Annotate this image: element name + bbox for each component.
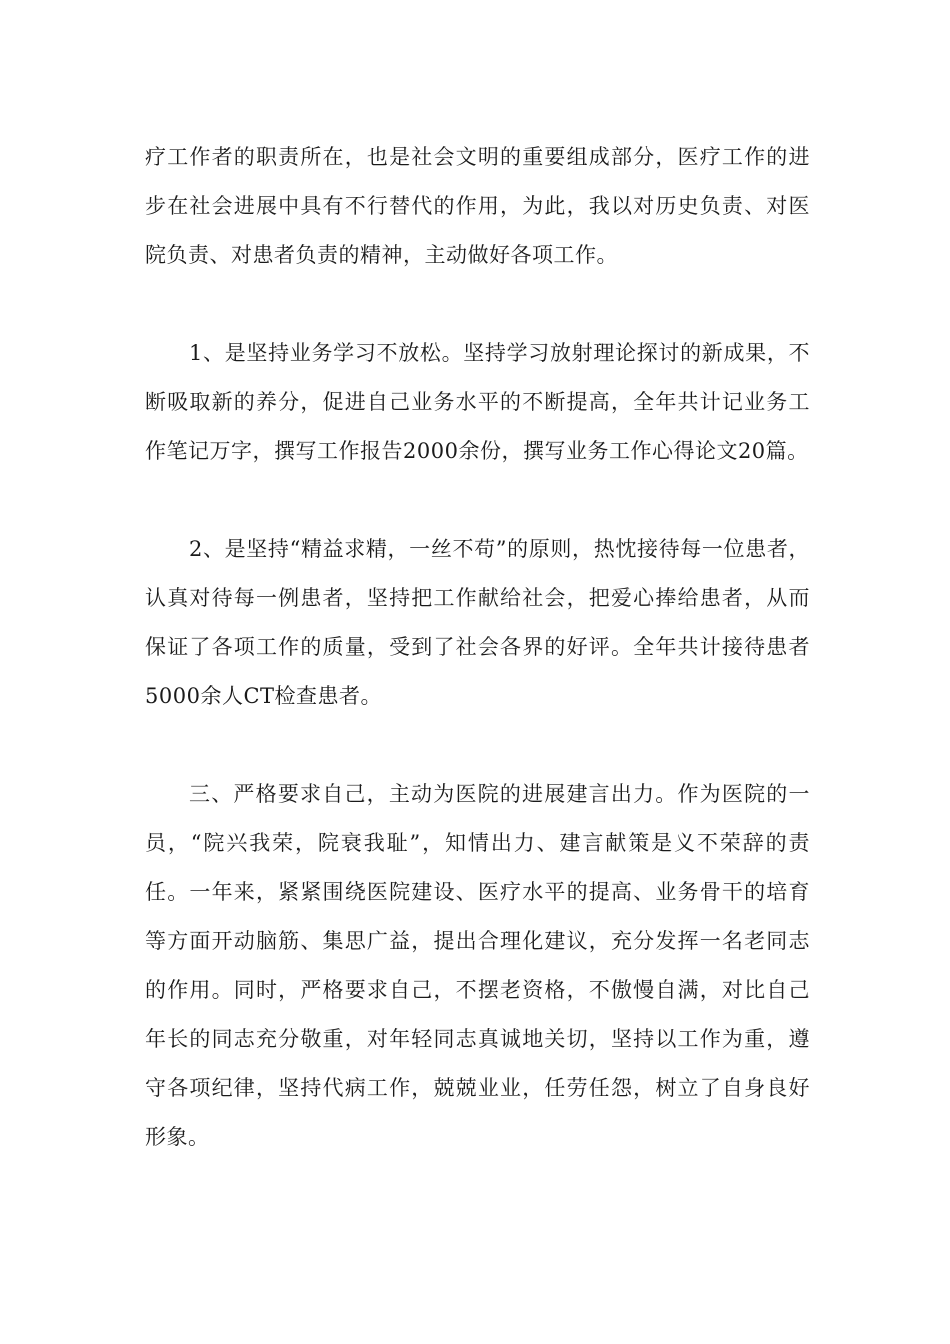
paragraph-item-2: 2、是坚持“精益求精，一丝不苟”的原则，热忱接待每一位患者，认真对待每一例患者，坚持把工作献给社会，把爱心捧给患者，从而保证了各项工作的质量，受到了社会各界的好评。全年共计接待患者5000余人CT检查患者。 [145,537,810,708]
paragraph-continuation: 疗工作者的职责所在，也是社会文明的重要组成部分，医疗工作的进步在社会进展中具有不行替代的作用，为此，我以对历史负责、对医院负责、对患者负责的精神，主动做好各项工作。 [145,145,810,267]
paragraph-item-1: 1、是坚持业务学习不放松。坚持学习放射理论探讨的新成果，不断吸取新的养分，促进自己业务水平的不断提高，全年共计记业务工作笔记万字，撰写工作报告2000余份，撰写业务工作心得论文20篇。 [145,341,810,463]
paragraph-section-3: 三、严格要求自己，主动为医院的进展建言出力。作为医院的一员，“院兴我荣，院衰我耻”，知情出力、建言献策是义不荣辞的责任。一年来，紧紧围绕医院建设、医疗水平的提高、业务骨干的培育等方面开动脑筋、集思广益，提出合理化建议，充分发挥一名老同志的作用。同时，严格要求自己，不摆老资格，不傲慢自满，对比自己年长的同志充分敬重，对年轻同志真诚地关切，坚持以工作为重，遵守各项纪律，坚持代病工作，兢兢业业，任劳任怨，树立了自身良好形象。 [145,782,810,1149]
